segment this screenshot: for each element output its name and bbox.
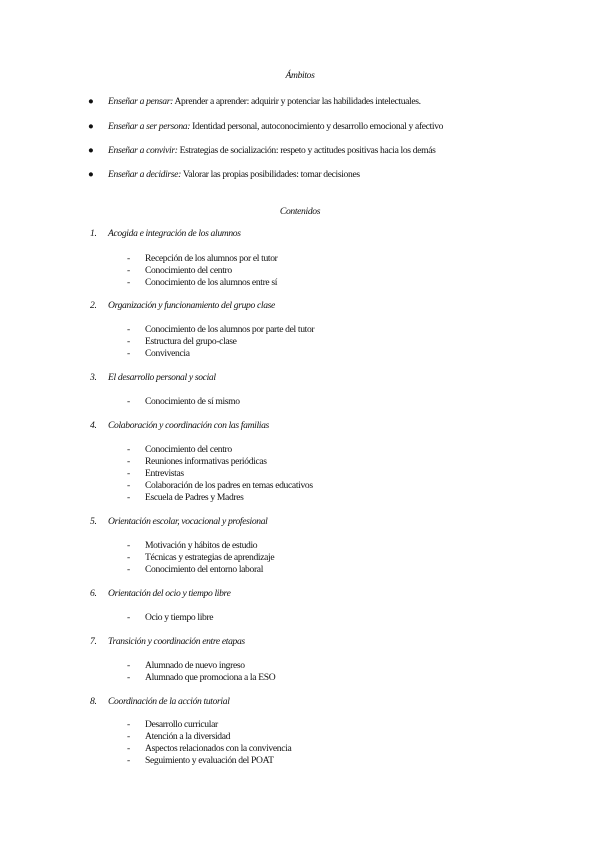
ambito-text: Estrategias de socialización: respeto y actitudes positivas hacia los demás xyxy=(179,145,436,156)
section-number: 7. xyxy=(90,636,97,647)
dash-icon: - xyxy=(127,396,130,407)
section-number: 4. xyxy=(90,420,97,431)
dash-icon: - xyxy=(127,612,130,623)
section-number: 3. xyxy=(90,372,97,383)
section-number: 8. xyxy=(90,696,97,707)
dash-icon: - xyxy=(127,552,130,563)
section-number: 6. xyxy=(90,588,97,599)
dash-icon: - xyxy=(127,456,130,467)
ambito-term: Enseñar a convivir: xyxy=(108,145,178,156)
dash-icon: - xyxy=(127,672,130,683)
dash-icon: - xyxy=(127,468,130,479)
dash-icon: - xyxy=(127,564,130,575)
section-number: 5. xyxy=(90,516,97,527)
ambito-term: Enseñar a pensar: xyxy=(108,96,173,107)
section-title: Coordinación de la acción tutorial xyxy=(108,696,230,707)
dash-icon: - xyxy=(127,540,130,551)
ambito-term: Enseñar a decidirse: xyxy=(108,169,181,180)
section-title: Colaboración y coordinación con las familias xyxy=(108,420,269,431)
dash-icon: - xyxy=(127,492,130,503)
dash-icon: - xyxy=(127,660,130,671)
dash-icon: - xyxy=(127,336,130,347)
ambitos-heading: Ámbitos xyxy=(285,70,315,81)
ambito-text: Aprender a aprender: adquirir y potenciar las habilidades intelectuales. xyxy=(174,96,421,107)
section-number: 1. xyxy=(90,228,97,239)
bullet-icon: ● xyxy=(88,121,94,132)
dash-icon: - xyxy=(127,348,130,359)
contenidos-heading: Contenidos xyxy=(279,206,321,217)
ambito-term: Enseñar a ser persona: xyxy=(108,121,191,132)
section-title: Transición y coordinación entre etapas xyxy=(108,636,245,647)
section-title: Orientación escolar, vocacional y profesional xyxy=(108,516,268,527)
ambito-text: Valorar las propias posibilidades: tomar decisiones xyxy=(182,169,360,180)
dash-icon: - xyxy=(127,743,130,754)
section-title: El desarrollo personal y social xyxy=(108,372,216,383)
section-number: 2. xyxy=(90,300,97,311)
dash-icon: - xyxy=(127,253,130,264)
bullet-icon: ● xyxy=(88,145,94,156)
dash-icon: - xyxy=(127,324,130,335)
dash-icon: - xyxy=(127,755,130,766)
bullet-icon: ● xyxy=(88,96,94,107)
dash-icon: - xyxy=(127,444,130,455)
dash-icon: - xyxy=(127,719,130,730)
section-title: Organización y funcionamiento del grupo clase xyxy=(108,300,275,311)
dash-icon: - xyxy=(127,265,130,276)
section-title: Orientación del ocio y tiempo libre xyxy=(108,588,231,599)
dash-icon: - xyxy=(127,480,130,491)
dash-icon: - xyxy=(127,731,130,742)
ambito-text: Identidad personal, autoconocimiento y desarrollo emocional y afectivo xyxy=(192,121,444,132)
document-page: Ámbitos ● Enseñar a pensar: Aprender a aprender: adquirir y potenciar las habilidades intelectuales. ● Enseñar a ser persona: Identidad personal, autoconocimiento y desarrollo emocional y afectivo ● Enseñar a convivir: Estrategias de socialización: respeto y actitudes positivas hacia los demás ● Enseñar a decidirse: Valorar las propias posibilidades: tomar decisiones Contenidos 1. Acogida e integración de los alumnos - Recepción de los alumnos por el tutor - Conocimiento del centro - Conocimiento de los alumnos entre sí 2. Organización y funcionamiento del grupo clase - Conocimiento de los alumnos por parte del tutor - Estructura del grupo-clase - Convivencia 3. El desarrollo personal y social - Conocimiento de sí mismo 4. Colaboración y coordinación con las familias - Conocimiento del centro - Reuniones informativas periódicas - Entrevistas - Colaboración de los padres en temas educativos - Escuela de Padres y Madres 5. Orientación escolar, vocacional y profesional - Motivación y hábitos de estudio - Técnicas y estrategias de aprendizaje - Conocimiento del entorno laboral 6. Orientación del ocio y tiempo libre - Ocio y tiempo libre 7. Transición y coordinación entre etapas - Alumnado de nuevo ingreso - Alumnado que promociona a la ESO 8. Coordinación de la acción tutorial - Desarrollo curricular - Atención a la diversidad - Aspectos relacionados con la convivencia - Seguimiento y evaluación del POAT xyxy=(0,0,600,848)
section-title: Acogida e integración de los alumnos xyxy=(108,228,241,239)
dash-icon: - xyxy=(127,277,130,288)
bullet-icon: ● xyxy=(88,169,94,180)
